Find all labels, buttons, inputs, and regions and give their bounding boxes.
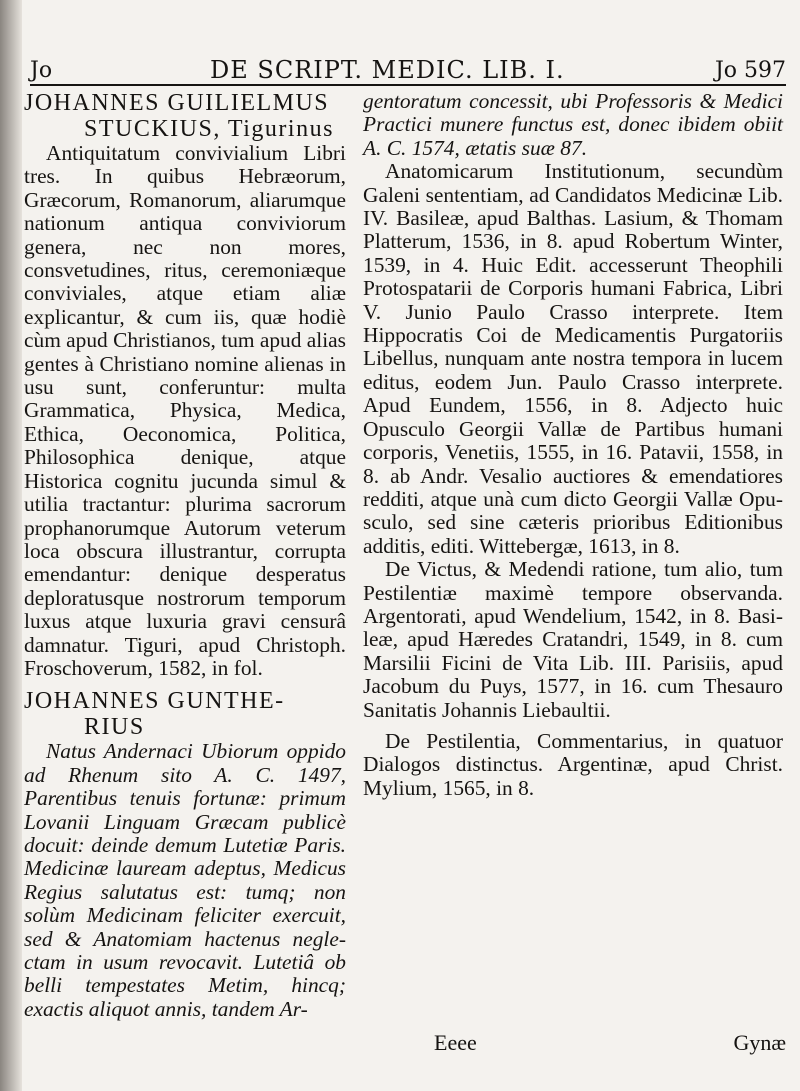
page-header — [30, 52, 786, 86]
entry-heading: JOHANNES GUILIELMUS — [24, 90, 330, 116]
paragraph: De Victus, & Medendi ratione, tum alio, tum Pestilentiæ maximè tempore observanda. Argentorati, apud Wendelium, 1542, in 8. Basileæ, apud Hæredes Cratandri, 1549, in 8. cum Marsilii Ficini de Vita Lib. III. Parisiis, apud Jacobum du Puys, 1577, in 16. cum Thesauro Sanitatis Johannis Liebaultii. — [363, 557, 783, 722]
biography-continuation: gentoratum concessit, ubi Professoris & Medici Practici munere functus est, donec ibidem obiit A. C. 1574, ætatis suæ 87. — [363, 89, 783, 160]
right-column — [363, 90, 783, 800]
biography-paragraph: Natus Andernaci Ubiorum oppido ad Rhenum sito A. C. 1497, Parentibus tenuis fortunæ: primum Lovanii Linguam Græcam publicè docuit: deinde demum Lutetiæ Paris. Medicinæ lauream adeptus, Medicus Regius salutatus est: tumq; non solùm Medicinam feliciter exercuit, sed & Anatomiam hactenus neglectam in usum revocavit. Lutetiâ ob belli tempestates Metim, hincq; exactis aliquot annis, tandem Ar- — [24, 739, 346, 1021]
catchword: Gynæ — [733, 1030, 786, 1055]
entry-heading: JOHANNES GUNTHE- — [24, 688, 285, 715]
page-footer — [24, 1030, 786, 1060]
header-rule — [30, 84, 786, 86]
entry-subheading: RIUS — [84, 714, 145, 741]
running-title: DE SCRIPT. MEDIC. LIB. I. — [210, 56, 565, 84]
paragraph: Antiquitatum convivialium Libri tres. In quibus Hebræorum, Græcorum, Romanorum, aliarumque nationum antiqua conviviorum genera, nec non mores, consvetudines, ritus, ceremoniæque conviviales, atque etiam aliæ explicantur, & cum iis, quæ hodiè cùm apud Christianos, tum apud alias gentes à Christiano nomine alienas in usu sunt, conferuntur: multa Grammatica, Physica, Medica, Ethica, Oeconomica, Politica, Philosophica denique, atque Historica cognitu jucunda simul & utilia tractantur: plurima sacrorum prophanorumque Autorum veterum loca obscura illustrantur, corrupta emendantur: denique desperatus deploratusque nostrorum temporum luxus atque luxuria gravi censurâ damnatur. Tiguri, apud Christoph. Froschoverum, 1582, in fol. — [24, 141, 346, 680]
left-page-number: Jo — [30, 58, 53, 83]
entry-subheading: STUCKIUS, Tigurinus — [84, 116, 334, 142]
right-page-number: Jo 597 — [714, 58, 786, 83]
paragraph: Anatomicarum Institutionum, secundùm Galeni sententiam, ad Candidatos Medicinæ Lib. IV. Basileæ, apud Balthas. Lasium, & Thomam Platterum, 1536, in 8. apud Robertum Winter, 1539, in 4. Huic Edit. accesserunt Theophili Protospatarii de Corporis humani Fabrica, Libri V. Junio Paulo Crasso interprete. Item Hippocratis Coi de Medicamentis Purgatoriis Libellus, nunquam ante nostra tempora in lucem editus, eodem Jun. Paulo Crasso interprete. Apud Eundem, 1556, in 8. Adjecto huic Opusculo Georgii Vallæ de Partibus humani corporis, Venetiis, 1555, in 16. Patavii, 1558, in 8. ab Andr. Vesalio auctiores & emendatiores redditi, atque unà cum dicto Georgii Vallæ Opusculo, sed sine cæteris prioribus Editionibus additis, editi. Wittebergæ, 1613, in 8. — [363, 159, 783, 558]
signature-mark: Eeee — [434, 1030, 477, 1055]
left-column — [24, 90, 346, 1021]
paragraph: De Pestilentia, Commentarius, in quatuor Dialogos distinctus. Argentinæ, apud Christ. Mylium, 1565, in 8. — [363, 728, 783, 800]
page-gutter-shadow — [0, 0, 22, 1091]
